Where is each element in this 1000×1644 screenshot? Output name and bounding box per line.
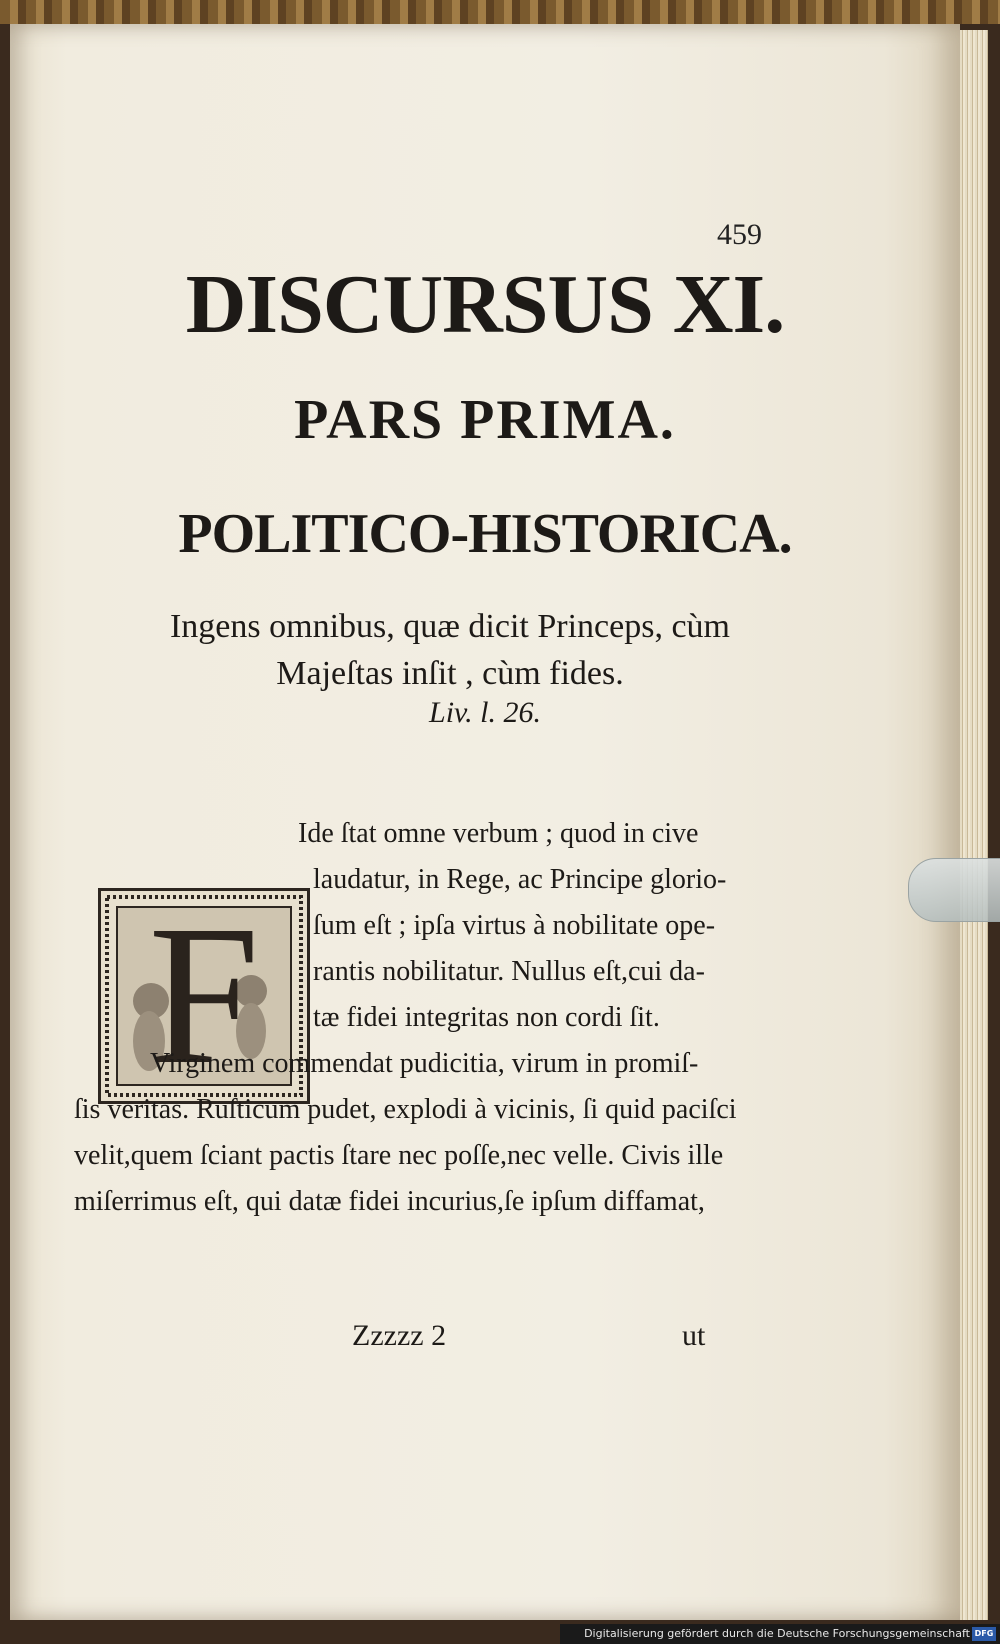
digitization-credit: Digitalisierung gefördert durch die Deutsche Forschungsgemeinschaft <box>560 1624 1000 1644</box>
body-line: Ide ſtat omne verbum ; quod in cive <box>298 818 699 849</box>
body-line: tæ fidei integritas non cordi ſit. <box>313 1002 660 1033</box>
body-line: laudatur, in Rege, ac Principe glorio- <box>313 864 727 895</box>
book-edge-top <box>0 0 1000 24</box>
body-line: rantis nobilitatur. Nullus eſt,cui da- <box>313 956 705 987</box>
dfg-logo-icon: DFG <box>972 1627 996 1641</box>
motto-line-2: Majeſtas inſit , cùm fides. <box>276 655 624 692</box>
initial-letter: F <box>148 885 260 1106</box>
book-page <box>10 24 960 1620</box>
page-block-edge <box>960 30 988 1620</box>
discourse-title: DISCURSUS XI. <box>185 258 785 351</box>
section-title: POLITICO-HISTORICA. <box>178 503 792 565</box>
body-line: velit,quem ſciant pactis ſtare nec poſſe,nec velle. Civis ille <box>74 1140 724 1171</box>
body-line: miſerrimus eſt, qui datæ fidei incurius,ſe ipſum diffamat, <box>74 1186 705 1217</box>
catchword: ut <box>682 1319 706 1352</box>
page-number: 459 <box>717 218 762 251</box>
body-line: Virginem commendat pudicitia, virum in promiſ- <box>150 1048 699 1079</box>
body-line: ſis veritas. Ruſticum pudet, explodi à vicinis, ſi quid paciſci <box>74 1094 737 1125</box>
body-line: ſum eſt ; ipſa virtus à nobilitate ope- <box>313 910 716 941</box>
motto-line-1: Ingens omnibus, quæ dicit Princeps, cùm <box>169 608 730 645</box>
motto-source: Liv. l. 26. <box>429 696 541 729</box>
signature-mark: Zzzzz 2 <box>352 1319 447 1352</box>
plastic-clip-icon <box>908 858 1000 922</box>
part-title: PARS PRIMA. <box>294 389 676 451</box>
